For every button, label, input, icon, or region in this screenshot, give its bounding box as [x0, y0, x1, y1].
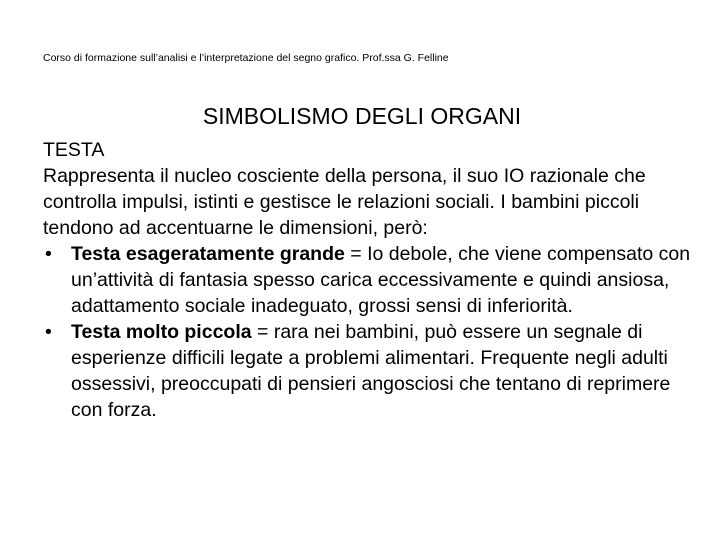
bullet-item-large-head — [43, 241, 703, 319]
bullet-term: Testa esageratamente grande — [71, 243, 345, 265]
bullet-term: Testa molto piccola — [71, 321, 252, 343]
section-intro: Rappresenta il nucleo cosciente della persona, il suo IO razionale che controlla impulsi, istinti e gestisce le relazioni sociali. I bambini piccoli tendono ad accentuarne le dimensioni, però: — [43, 165, 646, 239]
bullet-text: = rara nei bambini, può essere un segnale di esperienze difficili legate a problemi alimentari. Frequente negli adulti ossessivi, preoccupati di pensieri angosciosi che tentano di reprimere con forza. — [71, 321, 671, 421]
bullet-list — [43, 241, 703, 423]
course-header: Corso di formazione sull’analisi e l’interpretazione del segno grafico. Prof.ssa G. Felline — [43, 52, 449, 64]
bullet-text: = Io debole, che viene compensato con un’attività di fantasia spesso carica eccessivamente e quindi ansiosa, adattamento sociale inadeguato, grossi sensi di inferiorità. — [71, 243, 691, 317]
bullet-icon: • — [45, 321, 52, 343]
bullet-icon: • — [45, 243, 52, 265]
slide-title-text: SIMBOLISMO DEGLI ORGANI — [202, 103, 522, 129]
bullet-item-small-head — [43, 319, 703, 423]
slide-body — [43, 137, 703, 423]
section-heading: TESTA — [43, 139, 105, 161]
slide-title — [0, 103, 720, 130]
